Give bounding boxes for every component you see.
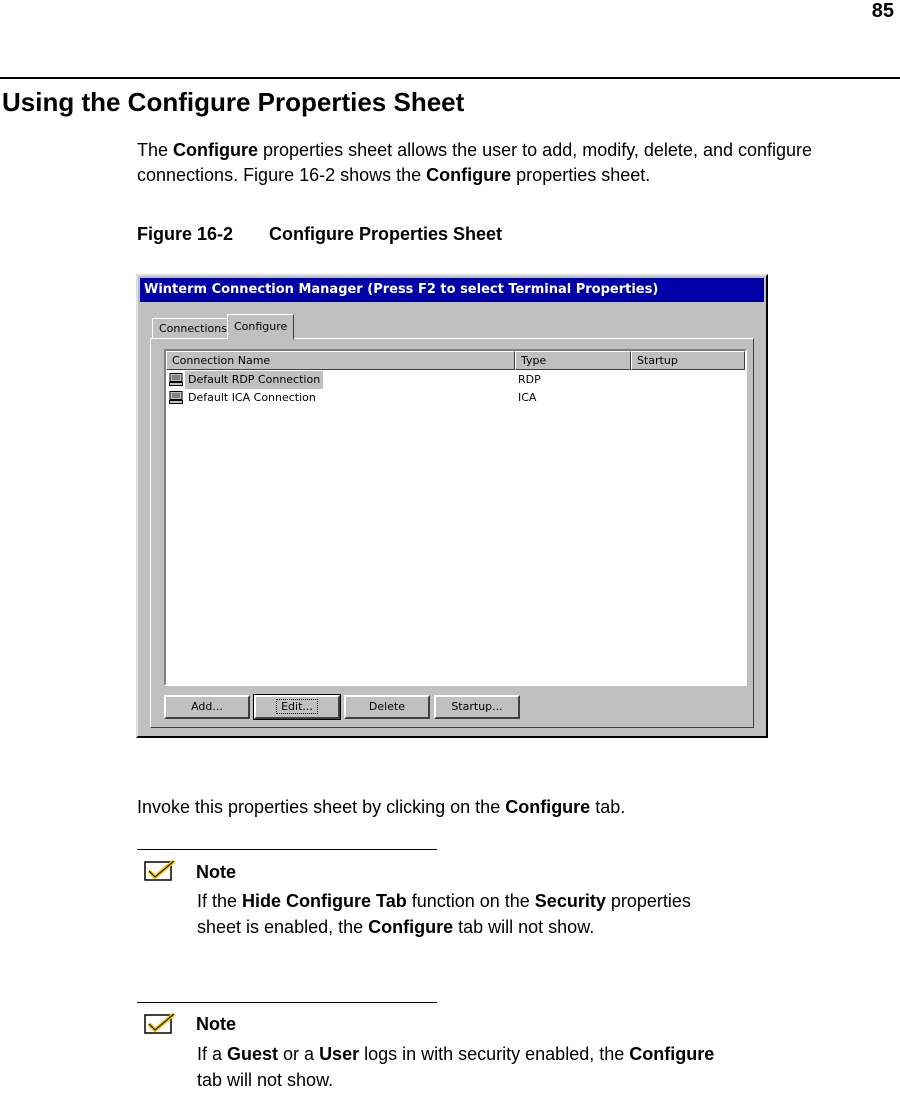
checkmark-icon (144, 1013, 176, 1035)
list-item[interactable] (166, 389, 745, 407)
figure-number: Figure 16-2 (137, 224, 234, 244)
figure-title: Configure Properties Sheet (269, 224, 503, 244)
configure-tab-panel (150, 338, 754, 728)
note-title: Note (196, 862, 236, 882)
note-text: If a Guest or a User logs in with security enabled, the Configure tab will not show. (197, 1044, 715, 1090)
figure-caption (137, 224, 502, 245)
note-rule (137, 849, 437, 850)
connection-manager-window (136, 274, 768, 738)
connection-type: ICA (518, 391, 537, 404)
list-item[interactable] (166, 371, 745, 389)
note-rule (137, 1002, 437, 1003)
computer-icon (169, 391, 183, 404)
page-number: 85 (871, 0, 894, 22)
section-title: Using the Configure Properties Sheet (2, 87, 465, 117)
note-text: If the Hide Configure Tab function on the Security properties sheet is enabled, the Configure tab will not show. (197, 891, 691, 937)
edit-button[interactable] (254, 695, 340, 719)
connection-type: RDP (518, 373, 541, 386)
tab-connections[interactable]: Connections (152, 318, 234, 338)
edit-button-label: Edit... (276, 699, 318, 714)
intro-paragraph: The Configure properties sheet allows the user to add, modify, delete, and configure connections. Figure 16-2 shows the Configure properties sheet. (137, 140, 813, 185)
invoke-paragraph: Invoke this properties sheet by clicking on the Configure tab. (137, 797, 626, 817)
connection-name: Default RDP Connection (185, 371, 323, 389)
header-rule (0, 77, 900, 79)
add-button[interactable]: Add... (164, 695, 250, 719)
checkmark-icon (144, 860, 176, 882)
startup-button[interactable]: Startup... (434, 695, 520, 719)
tab-configure[interactable]: Configure (227, 314, 294, 340)
note-title: Note (196, 1014, 236, 1034)
column-header-type[interactable]: Type (515, 351, 631, 370)
column-header-connection-name[interactable]: Connection Name (166, 351, 515, 370)
computer-icon (169, 373, 183, 386)
delete-button[interactable]: Delete (344, 695, 430, 719)
window-title-bar[interactable]: Winterm Connection Manager (Press F2 to select Terminal Properties) (140, 278, 764, 302)
column-header-startup[interactable]: Startup (631, 351, 745, 370)
connections-list[interactable] (164, 349, 747, 686)
connection-name: Default ICA Connection (188, 391, 316, 404)
